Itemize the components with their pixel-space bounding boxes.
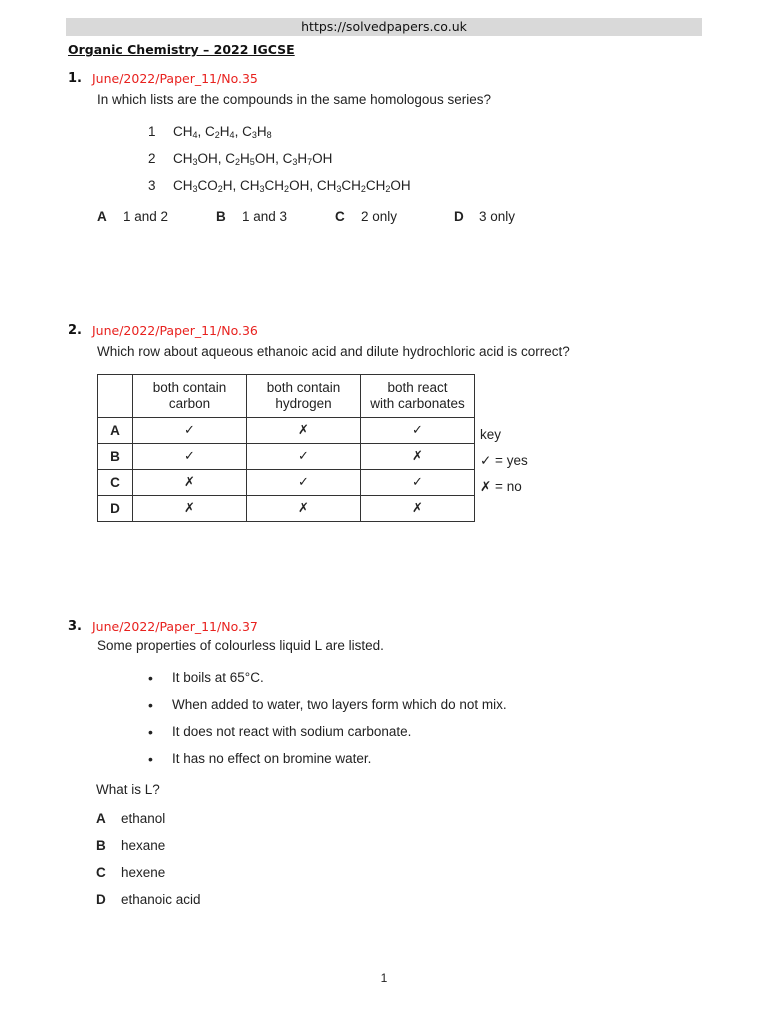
header-line: with carbonates (370, 396, 465, 411)
q3-number: 3. (68, 619, 82, 634)
q1-option-c-text: 2 only (361, 209, 398, 224)
row-letter: C (98, 470, 133, 496)
header-url-bar (66, 18, 702, 36)
q3-option-c-letter: C (96, 865, 106, 880)
q1-list-number-1: 1 (148, 124, 156, 139)
q1-option-b-text: 1 and 3 (242, 209, 288, 224)
q1-stem: In which lists are the compounds in the same homologous series? (97, 92, 491, 107)
mark-cell: ✗ (133, 496, 247, 522)
header-line: carbon (168, 396, 211, 411)
q1-list-1: $CH_4$, $C_2H_4$, $C_3H_8$ (173, 124, 272, 140)
q1-reference: June/2022/Paper_11/No.35 (92, 71, 258, 86)
mark-cell: ✗ (247, 418, 361, 444)
q3-option-b-text: hexane (121, 838, 166, 853)
q3-property-1: It boils at 65°C. (172, 670, 264, 685)
row-letter: A (98, 418, 133, 444)
q3-property-2: When added to water, two layers form which do not mix. (172, 697, 507, 712)
mark-cell: ✓ (361, 470, 475, 496)
mark-cell: ✓ (361, 418, 475, 444)
key-label: key (480, 427, 502, 442)
table-row (98, 444, 475, 470)
q1-option-b-letter: B (216, 209, 226, 224)
q3-option-d-text: ethanoic acid (121, 892, 201, 907)
key-yes: ✓ = yes (480, 453, 528, 468)
table-header-row (98, 375, 475, 418)
source-url: https://solvedpapers.co.uk (301, 19, 467, 34)
q3-stem: Some properties of colourless liquid L are listed. (97, 638, 384, 653)
q1-option-a-text: 1 and 2 (123, 209, 169, 224)
q3-option-c-text: hexene (121, 865, 166, 880)
q1-number: 1. (68, 71, 82, 86)
table-row (98, 496, 475, 522)
q2-number: 2. (68, 323, 82, 338)
mark-cell: ✗ (361, 444, 475, 470)
table-row (98, 470, 475, 496)
bullet-icon: • (148, 670, 153, 686)
q1-option-a-letter: A (97, 209, 107, 224)
row-letter: B (98, 444, 133, 470)
header-both-contain-hydrogen (247, 375, 361, 418)
q3-option-a-letter: A (96, 811, 106, 826)
q3-option-b-letter: B (96, 838, 106, 853)
header-both-contain-carbon (133, 375, 247, 418)
key-no: ✗ = no (480, 479, 522, 494)
mark-cell: ✗ (133, 470, 247, 496)
q3-property-3: It does not react with sodium carbonate. (172, 724, 412, 739)
q3-reference: June/2022/Paper_11/No.37 (92, 619, 258, 634)
q1-list-number-3: 3 (148, 178, 156, 193)
q1-option-d-letter: D (454, 209, 464, 224)
header-line: both react (387, 380, 448, 395)
q1-option-d-text: 3 only (479, 209, 516, 224)
page-number: 1 (380, 971, 388, 985)
q3-property-4: It has no effect on bromine water. (172, 751, 372, 766)
q2-answer-table (97, 374, 475, 522)
mark-cell: ✓ (133, 444, 247, 470)
bullet-icon: • (148, 751, 153, 767)
header-line: both contain (152, 380, 227, 395)
q3-option-d-letter: D (96, 892, 106, 907)
mark-cell: ✓ (247, 444, 361, 470)
q1-list-2: $CH_3OH$, $C_2H_5OH$, $C_3H_7OH$ (173, 151, 333, 167)
q3-question: What is L? (96, 782, 160, 797)
q1-list-number-2: 2 (148, 151, 156, 166)
row-letter: D (98, 496, 133, 522)
header-line: both contain (266, 380, 341, 395)
bullet-icon: • (148, 697, 153, 713)
table-corner-cell (98, 375, 133, 418)
q2-stem: Which row about aqueous ethanoic acid and dilute hydrochloric acid is correct? (97, 344, 570, 359)
mark-cell: ✗ (361, 496, 475, 522)
q2-reference: June/2022/Paper_11/No.36 (92, 323, 258, 338)
bullet-icon: • (148, 724, 153, 740)
q3-option-a-text: ethanol (121, 811, 166, 826)
mark-cell: ✓ (133, 418, 247, 444)
q1-option-c-letter: C (335, 209, 345, 224)
mark-cell: ✓ (247, 470, 361, 496)
q1-list-3: $CH_3CO_2H$, $CH_3CH_2OH$, $CH_3CH_2CH_2OH$ (173, 178, 411, 194)
mark-cell: ✗ (247, 496, 361, 522)
table-row (98, 418, 475, 444)
header-line: hydrogen (275, 396, 332, 411)
document-title: Organic Chemistry – 2022 IGCSE (68, 42, 295, 57)
header-both-react-with-carbonates (361, 375, 475, 418)
